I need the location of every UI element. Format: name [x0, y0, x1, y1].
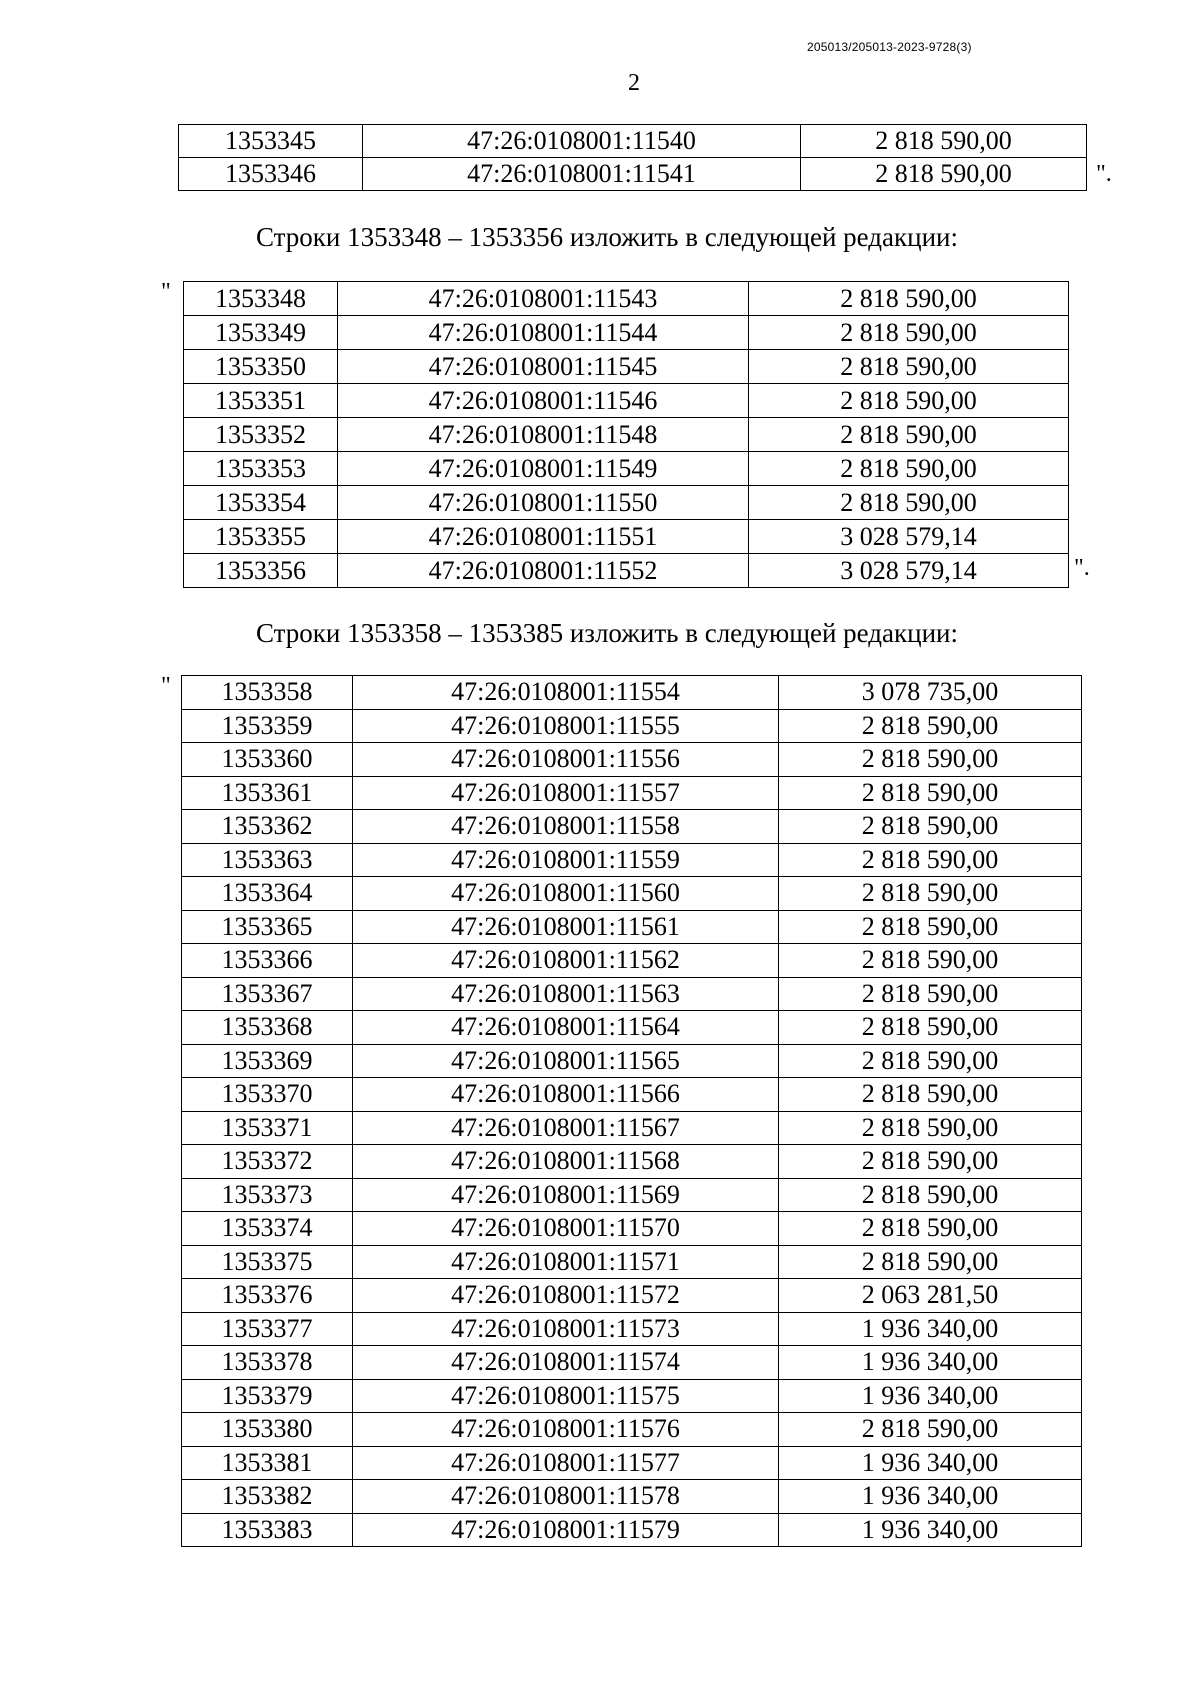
cadastral-value-cell: 2 818 590,00 — [749, 384, 1069, 418]
cadastral-value-cell: 2 818 590,00 — [779, 1011, 1082, 1045]
table-row — [184, 452, 1069, 486]
table-row — [182, 709, 1082, 743]
cadastral-value-cell: 2 818 590,00 — [779, 1145, 1082, 1179]
row-number-cell: 1353354 — [184, 486, 338, 520]
table-row — [182, 676, 1082, 710]
row-number-cell: 1353361 — [182, 776, 353, 810]
cadastral-number-cell: 47:26:0108001:11565 — [353, 1044, 779, 1078]
row-number-cell: 1353370 — [182, 1078, 353, 1112]
row-number-cell: 1353356 — [184, 554, 338, 588]
cadastral-number-cell: 47:26:0108001:11574 — [353, 1346, 779, 1380]
row-number-cell: 1353365 — [182, 910, 353, 944]
cadastral-value-cell: 2 818 590,00 — [749, 418, 1069, 452]
cadastral-value-cell: 2 818 590,00 — [779, 1111, 1082, 1145]
closing-quote-1: ". — [1096, 161, 1112, 187]
cadastral-value-cell: 3 028 579,14 — [749, 520, 1069, 554]
row-number-cell: 1353363 — [182, 843, 353, 877]
cadastral-number-cell: 47:26:0108001:11569 — [353, 1178, 779, 1212]
table-row — [182, 1178, 1082, 1212]
cadastral-number-cell: 47:26:0108001:11577 — [353, 1446, 779, 1480]
table-row — [182, 877, 1082, 911]
cadastral-value-cell: 2 063 281,50 — [779, 1279, 1082, 1313]
cadastral-value-cell: 2 818 590,00 — [779, 776, 1082, 810]
table-row — [182, 1279, 1082, 1313]
row-number-cell: 1353372 — [182, 1145, 353, 1179]
table-row — [184, 418, 1069, 452]
row-number-cell: 1353348 — [184, 282, 338, 316]
cadastral-value-cell: 2 818 590,00 — [779, 709, 1082, 743]
row-number-cell: 1353355 — [184, 520, 338, 554]
cadastral-number-cell: 47:26:0108001:11558 — [353, 810, 779, 844]
cadastral-number-cell: 47:26:0108001:11576 — [353, 1413, 779, 1447]
row-number-cell: 1353371 — [182, 1111, 353, 1145]
cadastral-value-cell: 1 936 340,00 — [779, 1346, 1082, 1380]
table-row — [182, 1111, 1082, 1145]
cadastral-value-cell: 3 078 735,00 — [779, 676, 1082, 710]
cadastral-number-cell: 47:26:0108001:11543 — [338, 282, 749, 316]
table-row — [182, 1413, 1082, 1447]
row-number-cell: 1353358 — [182, 676, 353, 710]
cadastral-number-cell: 47:26:0108001:11546 — [338, 384, 749, 418]
cadastral-number-cell: 47:26:0108001:11550 — [338, 486, 749, 520]
table-row — [182, 910, 1082, 944]
cadastral-number-cell: 47:26:0108001:11562 — [353, 944, 779, 978]
row-number-cell: 1353364 — [182, 877, 353, 911]
table-row — [184, 282, 1069, 316]
table-row — [184, 554, 1069, 588]
cadastral-number-cell: 47:26:0108001:11540 — [363, 125, 801, 158]
cadastral-number-cell: 47:26:0108001:11556 — [353, 743, 779, 777]
cadastral-number-cell: 47:26:0108001:11557 — [353, 776, 779, 810]
cadastral-number-cell: 47:26:0108001:11559 — [353, 843, 779, 877]
document-registration-code: 205013/205013-2023-9728(3) — [807, 40, 972, 54]
cadastral-value-cell: 1 936 340,00 — [779, 1480, 1082, 1514]
cadastral-value-cell: 2 818 590,00 — [749, 452, 1069, 486]
opening-quote-3: " — [161, 673, 171, 699]
row-number-cell: 1353375 — [182, 1245, 353, 1279]
table-row — [184, 316, 1069, 350]
table-row — [179, 125, 1087, 158]
cadastral-value-cell: 2 818 590,00 — [749, 350, 1069, 384]
cadastral-value-cell: 2 818 590,00 — [779, 843, 1082, 877]
cadastral-number-cell: 47:26:0108001:11555 — [353, 709, 779, 743]
table-row — [182, 1446, 1082, 1480]
cadastral-number-cell: 47:26:0108001:11573 — [353, 1312, 779, 1346]
row-number-cell: 1353376 — [182, 1279, 353, 1313]
table-body — [182, 676, 1082, 1547]
cadastral-number-cell: 47:26:0108001:11575 — [353, 1379, 779, 1413]
table-row — [182, 1245, 1082, 1279]
cadastral-value-cell: 2 818 590,00 — [779, 1245, 1082, 1279]
table-row — [184, 384, 1069, 418]
page-number: 2 — [628, 70, 640, 96]
row-number-cell: 1353381 — [182, 1446, 353, 1480]
row-number-cell: 1353382 — [182, 1480, 353, 1514]
table-rows-1353348-1353356 — [183, 281, 1069, 588]
table-row — [182, 1312, 1082, 1346]
table-row — [182, 743, 1082, 777]
row-number-cell: 1353377 — [182, 1312, 353, 1346]
row-number-cell: 1353380 — [182, 1413, 353, 1447]
table-row — [179, 158, 1087, 191]
cadastral-number-cell: 47:26:0108001:11578 — [353, 1480, 779, 1514]
cadastral-number-cell: 47:26:0108001:11567 — [353, 1111, 779, 1145]
cadastral-value-cell: 2 818 590,00 — [779, 810, 1082, 844]
row-number-cell: 1353366 — [182, 944, 353, 978]
cadastral-number-cell: 47:26:0108001:11566 — [353, 1078, 779, 1112]
row-number-cell: 1353360 — [182, 743, 353, 777]
cadastral-value-cell: 2 818 590,00 — [749, 316, 1069, 350]
table-body — [179, 125, 1087, 191]
cadastral-value-cell: 2 818 590,00 — [801, 125, 1087, 158]
table-row — [182, 843, 1082, 877]
row-number-cell: 1353378 — [182, 1346, 353, 1380]
row-number-cell: 1353351 — [184, 384, 338, 418]
cadastral-value-cell: 2 818 590,00 — [779, 944, 1082, 978]
table-rows-1353358-1353385 — [181, 675, 1082, 1547]
cadastral-value-cell: 1 936 340,00 — [779, 1379, 1082, 1413]
closing-quote-2: ". — [1074, 555, 1090, 581]
cadastral-number-cell: 47:26:0108001:11549 — [338, 452, 749, 486]
row-number-cell: 1353369 — [182, 1044, 353, 1078]
cadastral-value-cell: 2 818 590,00 — [749, 282, 1069, 316]
cadastral-value-cell: 2 818 590,00 — [801, 158, 1087, 191]
cadastral-number-cell: 47:26:0108001:11554 — [353, 676, 779, 710]
cadastral-value-cell: 2 818 590,00 — [749, 486, 1069, 520]
row-number-cell: 1353345 — [179, 125, 363, 158]
table-row — [184, 486, 1069, 520]
row-number-cell: 1353379 — [182, 1379, 353, 1413]
cadastral-number-cell: 47:26:0108001:11541 — [363, 158, 801, 191]
table-body — [184, 282, 1069, 588]
table-row — [182, 1145, 1082, 1179]
row-number-cell: 1353352 — [184, 418, 338, 452]
table-row — [182, 776, 1082, 810]
opening-quote-2: " — [161, 279, 171, 305]
table-row — [182, 1346, 1082, 1380]
cadastral-value-cell: 2 818 590,00 — [779, 743, 1082, 777]
cadastral-value-cell: 2 818 590,00 — [779, 1212, 1082, 1246]
cadastral-number-cell: 47:26:0108001:11568 — [353, 1145, 779, 1179]
row-number-cell: 1353374 — [182, 1212, 353, 1246]
cadastral-number-cell: 47:26:0108001:11545 — [338, 350, 749, 384]
cadastral-value-cell: 1 936 340,00 — [779, 1446, 1082, 1480]
table-row — [184, 520, 1069, 554]
cadastral-number-cell: 47:26:0108001:11552 — [338, 554, 749, 588]
table-row — [182, 1480, 1082, 1514]
cadastral-value-cell: 2 818 590,00 — [779, 910, 1082, 944]
table-row — [182, 1379, 1082, 1413]
row-number-cell: 1353346 — [179, 158, 363, 191]
cadastral-value-cell: 2 818 590,00 — [779, 877, 1082, 911]
cadastral-number-cell: 47:26:0108001:11571 — [353, 1245, 779, 1279]
table-row — [182, 1513, 1082, 1547]
table-row — [182, 1078, 1082, 1112]
row-number-cell: 1353368 — [182, 1011, 353, 1045]
table-row — [182, 810, 1082, 844]
cadastral-number-cell: 47:26:0108001:11561 — [353, 910, 779, 944]
table-continuation — [178, 124, 1087, 191]
section-heading-1: Строки 1353348 – 1353356 изложить в следующей редакции: — [255, 222, 958, 252]
row-number-cell: 1353373 — [182, 1178, 353, 1212]
cadastral-number-cell: 47:26:0108001:11579 — [353, 1513, 779, 1547]
table-row — [182, 1011, 1082, 1045]
row-number-cell: 1353359 — [182, 709, 353, 743]
cadastral-number-cell: 47:26:0108001:11548 — [338, 418, 749, 452]
cadastral-value-cell: 1 936 340,00 — [779, 1312, 1082, 1346]
cadastral-number-cell: 47:26:0108001:11572 — [353, 1279, 779, 1313]
row-number-cell: 1353350 — [184, 350, 338, 384]
cadastral-value-cell: 2 818 590,00 — [779, 977, 1082, 1011]
cadastral-number-cell: 47:26:0108001:11564 — [353, 1011, 779, 1045]
table-row — [182, 1212, 1082, 1246]
row-number-cell: 1353367 — [182, 977, 353, 1011]
cadastral-value-cell: 2 818 590,00 — [779, 1044, 1082, 1078]
row-number-cell: 1353362 — [182, 810, 353, 844]
section-heading-2: Строки 1353358 – 1353385 изложить в следующей редакции: — [255, 618, 958, 648]
cadastral-value-cell: 3 028 579,14 — [749, 554, 1069, 588]
row-number-cell: 1353383 — [182, 1513, 353, 1547]
cadastral-number-cell: 47:26:0108001:11544 — [338, 316, 749, 350]
cadastral-number-cell: 47:26:0108001:11551 — [338, 520, 749, 554]
cadastral-value-cell: 1 936 340,00 — [779, 1513, 1082, 1547]
cadastral-value-cell: 2 818 590,00 — [779, 1078, 1082, 1112]
table-row — [184, 350, 1069, 384]
cadastral-number-cell: 47:26:0108001:11570 — [353, 1212, 779, 1246]
cadastral-number-cell: 47:26:0108001:11560 — [353, 877, 779, 911]
table-row — [182, 977, 1082, 1011]
table-row — [182, 944, 1082, 978]
cadastral-value-cell: 2 818 590,00 — [779, 1413, 1082, 1447]
row-number-cell: 1353349 — [184, 316, 338, 350]
row-number-cell: 1353353 — [184, 452, 338, 486]
table-row — [182, 1044, 1082, 1078]
cadastral-number-cell: 47:26:0108001:11563 — [353, 977, 779, 1011]
cadastral-value-cell: 2 818 590,00 — [779, 1178, 1082, 1212]
